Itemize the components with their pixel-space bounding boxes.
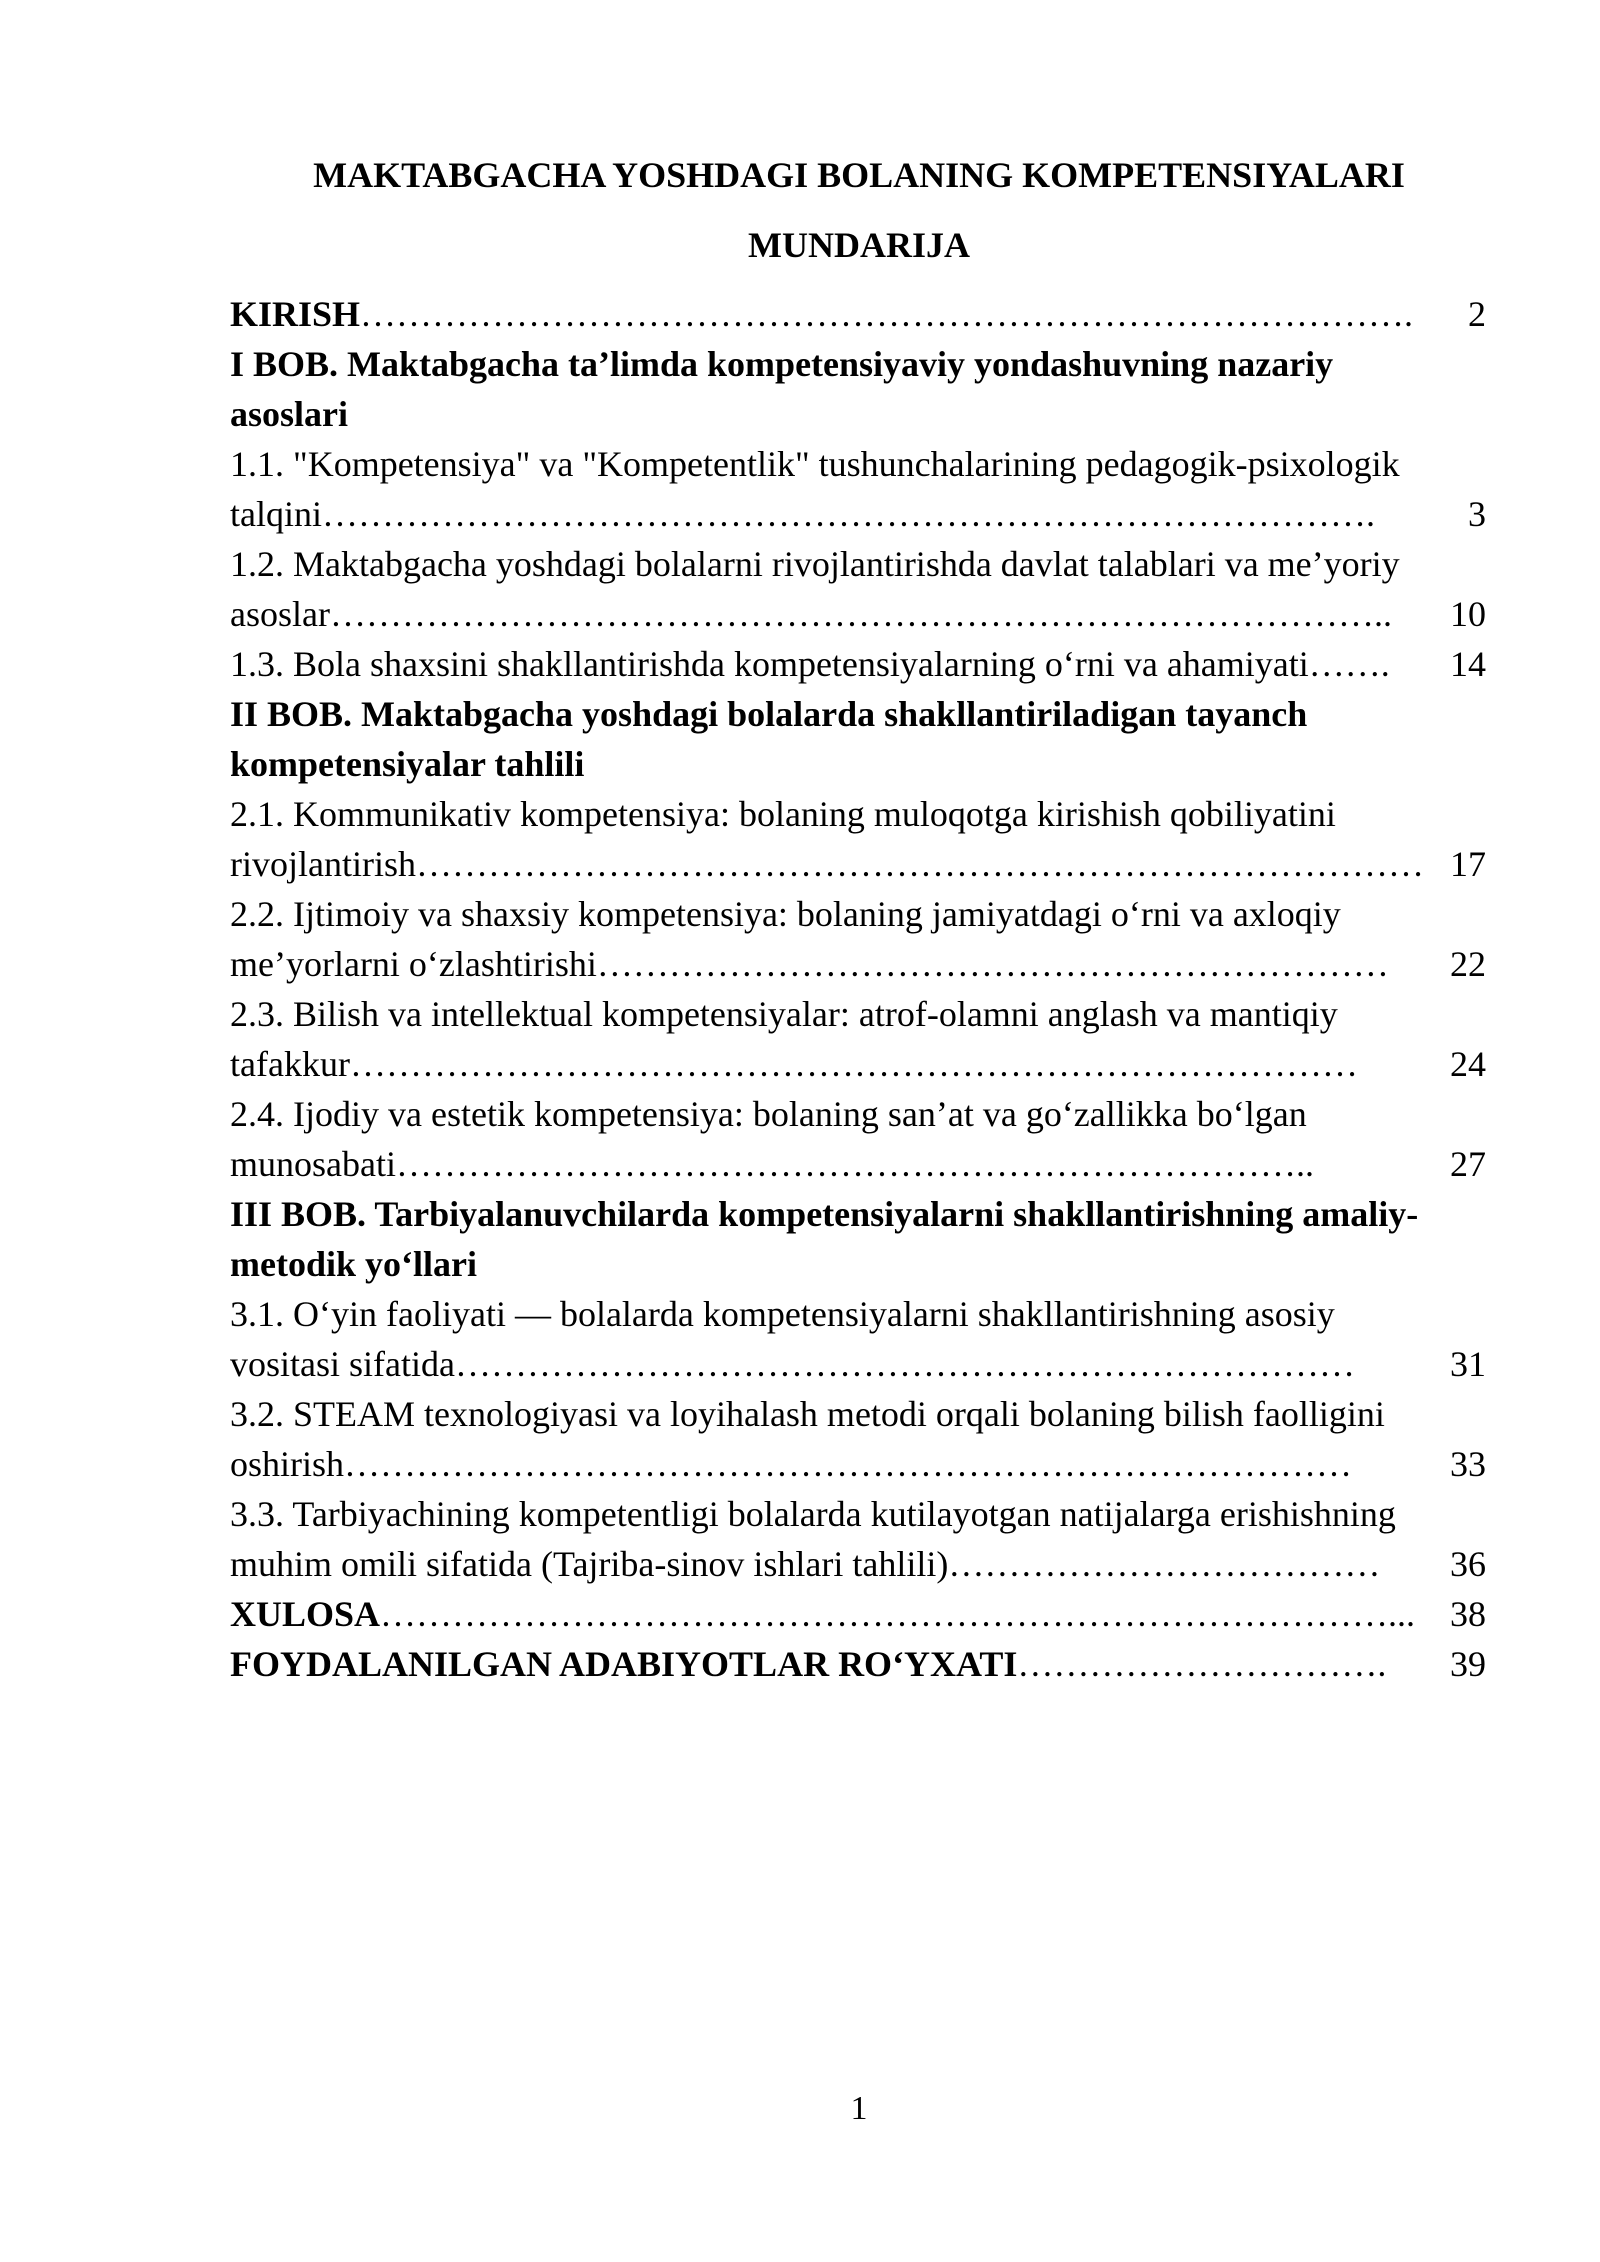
toc-entry-title: XULOSA bbox=[230, 1594, 381, 1634]
toc-entry-title-line-1: 3.3. Tarbiyachining kompetentligi bolalarda kutilayotgan natijalarga erishishning bbox=[230, 1494, 1396, 1534]
toc-entry-title-line-2: vositasi sifatida bbox=[230, 1344, 455, 1384]
toc-line bbox=[230, 1639, 1486, 1689]
toc-entry-title-line-1: 1.2. Maktabgacha yoshdagi bolalarni rivojlantirishda davlat talablari va me’yoriy bbox=[230, 544, 1400, 584]
toc-line bbox=[230, 1339, 1486, 1389]
toc-leader-dots: ………………………………………………………… bbox=[596, 944, 1389, 984]
toc-entry-title-line-1: 2.3. Bilish va intellektual kompetensiyalar: atrof-olamni anglash va mantiqiy bbox=[230, 994, 1338, 1034]
toc-entry-title-line-1: 2.2. Ijtimoiy va shaxsiy kompetensiya: bolaning jamiyatdagi o‘rni va axloqiy bbox=[230, 894, 1341, 934]
toc-page-number: 27 bbox=[1450, 1144, 1486, 1184]
toc-chapter-title-line-1: I BOB. Maktabgacha ta’limda kompetensiyaviy yondashuvning nazariy bbox=[230, 344, 1334, 384]
toc-chapter-title-line-1: II BOB. Maktabgacha yoshdagi bolalarda shakllantiriladigan tayanch bbox=[230, 694, 1308, 734]
toc-page-number: 2 bbox=[1468, 294, 1486, 334]
toc-chapter-1[interactable] bbox=[230, 339, 1486, 439]
toc-section-2-2[interactable] bbox=[230, 889, 1486, 989]
toc-leader-dots: ……. bbox=[1308, 644, 1390, 684]
toc-leader-dots: ……………………………………………………………………………. bbox=[322, 494, 1375, 534]
toc-entry-title-line-1: 2.4. Ijodiy va estetik kompetensiya: bolaning san’at va go‘zallikka bo‘lgan bbox=[230, 1094, 1307, 1134]
toc-leader-dots: …………………………………………………………………………... bbox=[380, 1594, 1416, 1634]
toc-page-number: 31 bbox=[1450, 1344, 1486, 1384]
table-of-contents bbox=[230, 289, 1486, 1689]
page-number: 1 bbox=[850, 2090, 868, 2127]
toc-entry-xulosa[interactable] bbox=[230, 1589, 1486, 1639]
toc-line bbox=[230, 939, 1486, 989]
toc-entry-title-line-2: oshirish bbox=[230, 1444, 345, 1484]
toc-line bbox=[230, 1539, 1486, 1589]
toc-page-number: 17 bbox=[1450, 844, 1486, 884]
toc-leader-dots: ……………………………………………………………………………. bbox=[360, 294, 1414, 334]
toc-entry-title-line-1: 1.1. "Kompetensiya" va "Kompetentlik" tushunchalarining pedagogik-psixologik bbox=[230, 444, 1400, 484]
toc-heading: MUNDARIJA bbox=[748, 225, 970, 265]
toc-leader-dots: ………………………………………………………………… bbox=[454, 1344, 1355, 1384]
toc-page-number: 10 bbox=[1450, 594, 1486, 634]
toc-section-2-1[interactable] bbox=[230, 789, 1486, 889]
toc-entry-title-line-2: rivojlantirish bbox=[230, 844, 416, 884]
toc-line bbox=[230, 1039, 1486, 1089]
toc-entry-title-line-2: talqini bbox=[230, 494, 322, 534]
toc-leader-dots: ………………………………………………………………………… bbox=[415, 844, 1424, 884]
toc-section-2-3[interactable] bbox=[230, 989, 1486, 1089]
toc-line bbox=[230, 839, 1486, 889]
toc-leader-dots: ………………………………………………………………….. bbox=[395, 1144, 1314, 1184]
toc-section-1-3[interactable] bbox=[230, 639, 1486, 689]
toc-chapter-title-line-2: asoslari bbox=[230, 394, 349, 434]
toc-page-number: 38 bbox=[1450, 1594, 1486, 1634]
toc-entry-title-line-2: tafakkur bbox=[230, 1044, 350, 1084]
toc-section-3-2[interactable] bbox=[230, 1389, 1486, 1489]
toc-entry-title: FOYDALANILGAN ADABIYOTLAR RO‘YXATI bbox=[230, 1644, 1018, 1684]
toc-entry-title-line-1: 2.1. Kommunikativ kompetensiya: bolaning muloqotga kirishish qobiliyatini bbox=[230, 794, 1336, 834]
toc-entry-title-line-2: me’yorlarni o‘zlashtirishi bbox=[230, 944, 597, 984]
toc-leader-dots: ………………………………………………………………………… bbox=[344, 1444, 1353, 1484]
toc-chapter-title-line-1: III BOB. Tarbiyalanuvchilarda kompetensiyalarni shakllantirishning amaliy- bbox=[230, 1194, 1419, 1234]
toc-line bbox=[230, 1139, 1486, 1189]
toc-chapter-3[interactable] bbox=[230, 1189, 1486, 1289]
toc-page-number: 14 bbox=[1450, 644, 1486, 684]
toc-line bbox=[230, 589, 1486, 639]
toc-leader-dots: ………………………………………………………………………… bbox=[349, 1044, 1358, 1084]
toc-leader-dots: …………………………………………………………………………….. bbox=[329, 594, 1392, 634]
toc-line bbox=[230, 489, 1486, 539]
toc-entry-title-line-2: asoslar bbox=[230, 594, 330, 634]
toc-page-number: 33 bbox=[1450, 1444, 1486, 1484]
toc-entry-title: 1.3. Bola shaxsini shakllantirishda kompetensiyalarning o‘rni va ahamiyati bbox=[230, 644, 1309, 684]
toc-entry-kirish[interactable] bbox=[230, 289, 1486, 339]
toc-section-2-4[interactable] bbox=[230, 1089, 1486, 1189]
toc-page-number: 24 bbox=[1450, 1044, 1486, 1084]
toc-chapter-title-line-2: kompetensiyalar tahlili bbox=[230, 744, 585, 784]
toc-leader-dots: …………………………. bbox=[1017, 1644, 1387, 1684]
toc-section-3-1[interactable] bbox=[230, 1289, 1486, 1389]
toc-line bbox=[230, 289, 1486, 339]
toc-entry-title-line-2: munosabati bbox=[230, 1144, 396, 1184]
toc-entry-title-line-1: 3.2. STEAM texnologiyasi va loyihalash metodi orqali bolaning bilish faolligini bbox=[230, 1394, 1385, 1434]
toc-section-1-1[interactable] bbox=[230, 439, 1486, 539]
toc-line bbox=[230, 1439, 1486, 1489]
toc-chapter-2[interactable] bbox=[230, 689, 1486, 789]
toc-chapter-title-line-2: metodik yo‘llari bbox=[230, 1244, 477, 1284]
toc-entry-title-line-1: 3.1. O‘yin faoliyati — bolalarda kompetensiyalarni shakllantirishning asosiy bbox=[230, 1294, 1335, 1334]
toc-line bbox=[230, 639, 1486, 689]
toc-page-number: 36 bbox=[1450, 1544, 1486, 1584]
toc-entry-title: KIRISH bbox=[230, 294, 361, 334]
toc-page-number: 3 bbox=[1468, 494, 1486, 534]
toc-page-number: 22 bbox=[1450, 944, 1486, 984]
toc-line bbox=[230, 1589, 1486, 1639]
toc-section-1-2[interactable] bbox=[230, 539, 1486, 639]
toc-section-3-3[interactable] bbox=[230, 1489, 1486, 1589]
toc-leader-dots: ……………………………… bbox=[948, 1544, 1381, 1584]
document-title: MAKTABGACHA YOSHDAGI BOLANING KOMPETENSIYALARI bbox=[313, 155, 1405, 195]
toc-entry-references[interactable] bbox=[230, 1639, 1486, 1689]
toc-entry-title-line-2: muhim omili sifatida (Tajriba-sinov ishlari tahlili) bbox=[230, 1544, 949, 1584]
toc-page-number: 39 bbox=[1450, 1644, 1486, 1684]
